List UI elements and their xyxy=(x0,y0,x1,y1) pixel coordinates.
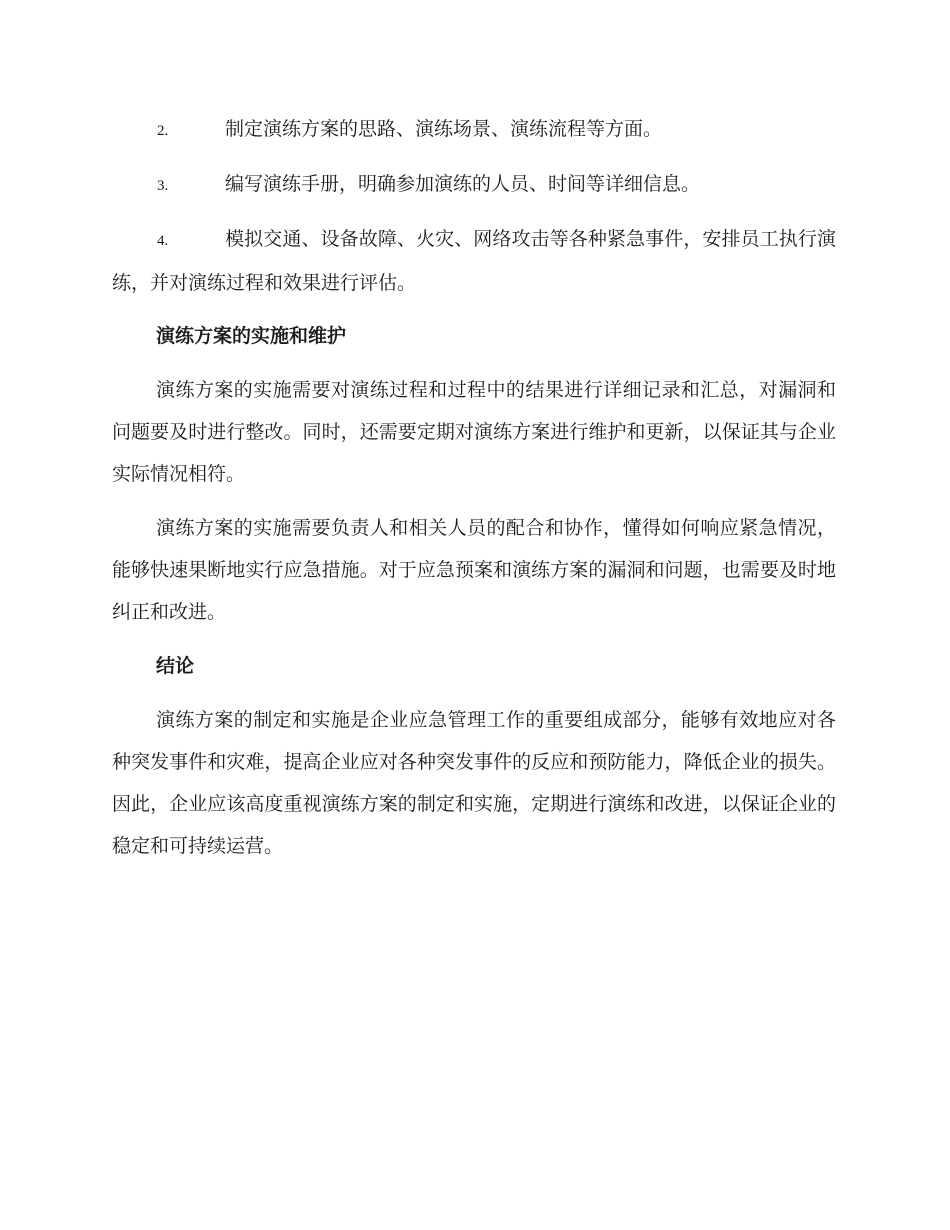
paragraph: 演练方案的实施需要负责人和相关人员的配合和协作，懂得如何响应紧急情况，能够快速果断地实行应急措施。对于应急预案和演练方案的漏洞和问题，也需要及时地纠正和改进。 xyxy=(112,517,836,623)
paragraph: 演练方案的制定和实施是企业应急管理工作的重要组成部分，能够有效地应对各种突发事件和灾难，提高企业应对各种突发事件的反应和预防能力，降低企业的损失。因此，企业应该高度重视演练方案的制定和实施，定期进行演练和改进，以保证企业的稳定和可持续运营。 xyxy=(112,709,836,857)
list-item xyxy=(112,108,836,152)
list-item xyxy=(112,218,836,304)
list-item-text: 模拟交通、设备故障、火灾、网络攻击等各种紧急事件，安排员工执行演练，并对演练过程和效果进行评估。 xyxy=(112,228,836,294)
paragraph: 演练方案的实施需要对演练过程和过程中的结果进行详细记录和汇总，对漏洞和问题要及时进行整改。同时，还需要定期对演练方案进行维护和更新，以保证其与企业实际情况相符。 xyxy=(112,379,836,485)
list-item-text: 编写演练手册，明确参加演练的人员、时间等详细信息。 xyxy=(225,173,701,195)
list-item-number: 4. xyxy=(157,233,169,249)
section-heading-conclusion: 结论 xyxy=(156,655,195,677)
list-item-number: 2. xyxy=(157,123,169,139)
list-item-text: 制定演练方案的思路、演练场景、演练流程等方面。 xyxy=(225,118,663,140)
section-heading-implementation: 演练方案的实施和维护 xyxy=(156,325,347,347)
document-page xyxy=(112,108,836,879)
list-item xyxy=(112,163,836,207)
list-item-number: 3. xyxy=(157,178,169,194)
